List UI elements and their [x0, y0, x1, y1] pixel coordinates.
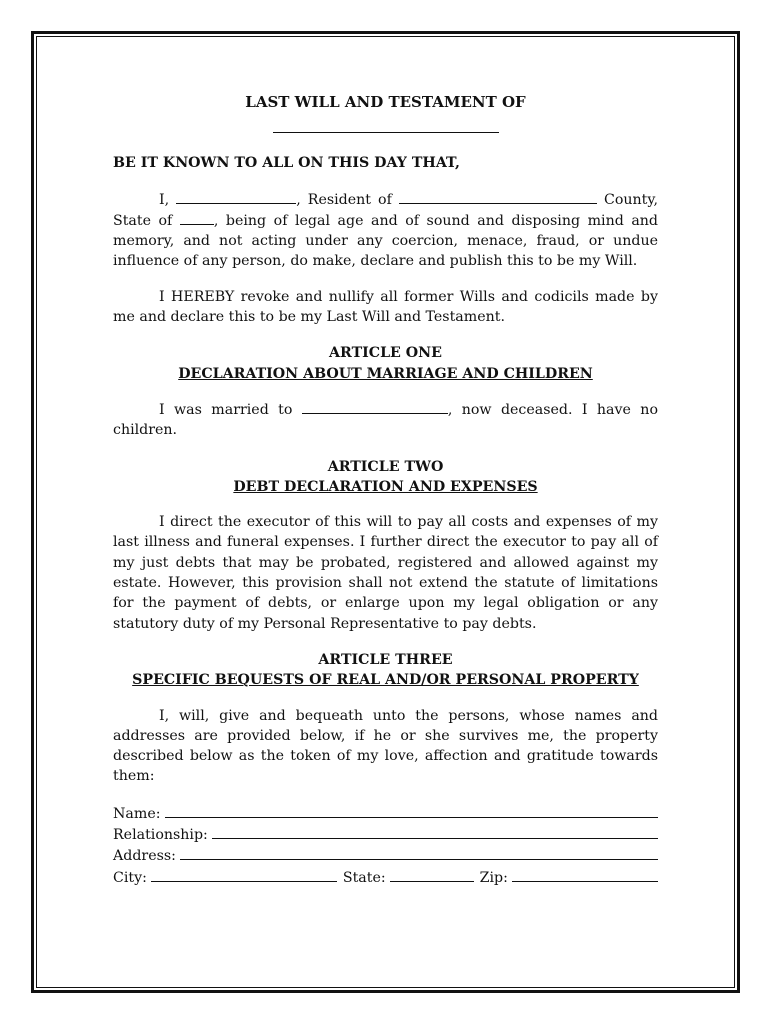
state-blank[interactable] [180, 210, 214, 225]
name-row [113, 803, 658, 824]
address-row [113, 845, 658, 866]
article-three-paragraph: I, will, give and bequeath unto the persons, whose names and addresses are provided below, if he or she survives me, the property described below as the token of my love, affection and gratitude towards them: [113, 707, 658, 785]
article-two-heading: ARTICLE TWO [327, 458, 444, 475]
relationship-row [113, 824, 658, 845]
beneficiary-fields [113, 803, 658, 888]
married-to-text: I was married to [159, 401, 293, 418]
article-one-paragraph [113, 399, 658, 441]
intro-rest: , being of legal age and of sound and disposing mind and memory, and not acting under any coercion, menace, fraud, or undue influence of any person, do make, declare and publish this to be my Will. [113, 212, 659, 270]
deceased-text: , now deceased. I have no children. [113, 401, 658, 439]
article-two-paragraph: I direct the executor of this will to pay all costs and expenses of my last illness and funeral expenses. I further direct the executor to pay all of my just debts that may be probated, registered and allowed against my estate. However, this provision shall not extend the statute of limitations for the payment of debts, or enlarge upon my legal obligation or any statutory duty of my Personal Representative to pay debts. [113, 514, 658, 632]
name-blank[interactable] [176, 189, 296, 204]
relationship-field[interactable] [212, 824, 658, 839]
will-document [113, 92, 658, 888]
county-blank[interactable] [399, 189, 597, 204]
intro-i: I, [159, 191, 170, 208]
address-field[interactable] [180, 845, 658, 860]
article-one-subheading: DECLARATION ABOUT MARRIAGE AND CHILDREN [178, 365, 593, 382]
state-label: State: [342, 869, 386, 886]
intro-resident: , Resident of [296, 191, 392, 208]
relationship-label: Relationship: [113, 827, 208, 844]
intro-state-of: State of [113, 212, 173, 229]
article-one-heading: ARTICLE ONE [329, 345, 442, 362]
address-label: Address: [113, 848, 176, 865]
article-three-subheading: SPECIFIC BEQUESTS OF REAL AND/OR PERSONAL PROPERTY [132, 672, 639, 689]
opening-declaration: BE IT KNOWN TO ALL ON THIS DAY THAT, [113, 155, 460, 172]
city-state-zip-row [113, 867, 658, 888]
testator-name-blank[interactable] [273, 132, 499, 133]
state-field[interactable] [390, 867, 474, 882]
city-field[interactable] [151, 867, 337, 882]
zip-field[interactable] [512, 867, 658, 882]
spouse-name-blank[interactable] [302, 399, 448, 414]
intro-county: County, [604, 191, 659, 208]
article-three-heading: ARTICLE THREE [318, 651, 453, 668]
name-field[interactable] [165, 803, 658, 818]
zip-label: Zip: [479, 869, 508, 886]
article-two-subheading: DEBT DECLARATION AND EXPENSES [233, 478, 538, 495]
revoke-paragraph: I HEREBY revoke and nullify all former Wills and codicils made by me and declare this to be my Last Will and Testament. [113, 288, 658, 326]
document-title: LAST WILL AND TESTAMENT OF [245, 93, 526, 111]
name-label: Name: [113, 805, 161, 822]
city-label: City: [113, 869, 147, 886]
intro-paragraph [113, 189, 658, 272]
